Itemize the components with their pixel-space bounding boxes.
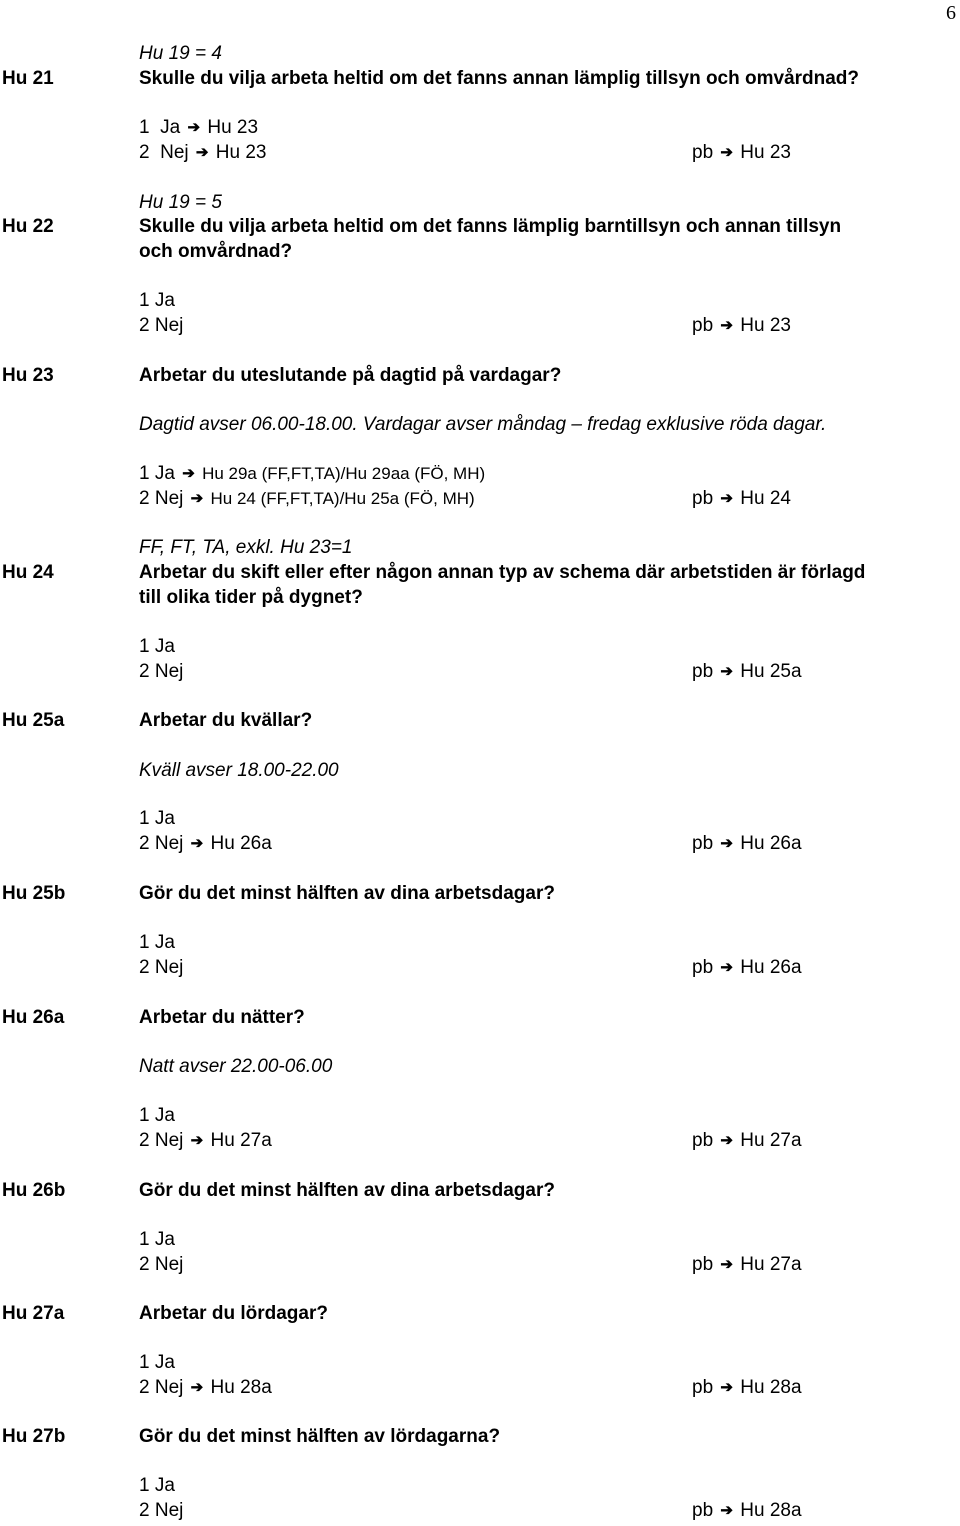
pb-target: Hu 26a — [740, 833, 802, 854]
hu23-code: Hu 23 — [2, 365, 54, 386]
arrow-right-icon: ➔ — [720, 959, 733, 976]
option-label: 1 Ja — [139, 117, 181, 138]
option-target: Hu 23 — [215, 142, 267, 163]
arrow-right-icon: ➔ — [190, 835, 204, 852]
option-label: 2 Nej — [139, 1130, 184, 1151]
hu26a-question: Arbetar du nätter? — [139, 1007, 305, 1028]
hu27a-option-2 — [139, 1376, 272, 1401]
option-target: Hu 26a — [210, 833, 272, 854]
option-target: Hu 28a — [210, 1377, 272, 1398]
hu23-option-2 — [139, 487, 475, 512]
hu27a-question: Arbetar du lördagar? — [139, 1303, 328, 1324]
hu25b-pb-route — [692, 956, 802, 981]
pb-target: Hu 23 — [740, 315, 791, 336]
hu25b-question: Gör du det minst hälften av dina arbetsdagar? — [139, 883, 555, 904]
hu27b-option-1: 1 Ja — [139, 1475, 175, 1496]
pb-target: Hu 27a — [740, 1254, 802, 1275]
hu26a-option-1: 1 Ja — [139, 1105, 175, 1126]
pb-target: Hu 28a — [740, 1500, 802, 1521]
option-label: 2 Nej — [139, 488, 184, 509]
arrow-right-icon: ➔ — [182, 465, 195, 482]
pb-label: pb — [692, 315, 714, 336]
hu25a-pb-route — [692, 832, 802, 857]
pb-label: pb — [692, 1254, 714, 1275]
arrow-right-icon: ➔ — [720, 1502, 733, 1519]
hu25a-note: Kväll avser 18.00-22.00 — [139, 760, 339, 781]
arrow-right-icon: ➔ — [720, 490, 733, 507]
hu26a-code: Hu 26a — [2, 1007, 65, 1028]
hu22-pb-route — [692, 314, 791, 339]
hu22-code: Hu 22 — [2, 216, 54, 237]
hu27b-question: Gör du det minst hälften av lördagarna? — [139, 1426, 501, 1447]
hu23-option-1 — [139, 462, 485, 487]
arrow-right-icon: ➔ — [720, 144, 733, 161]
hu24-condition: FF, FT, TA, exkl. Hu 23=1 — [139, 537, 353, 558]
hu21-option-1 — [139, 116, 258, 141]
arrow-right-icon: ➔ — [720, 1379, 733, 1396]
hu21-code: Hu 21 — [2, 68, 54, 89]
hu21-question: Skulle du vilja arbeta heltid om det fanns annan lämplig tillsyn och omvårdnad? — [139, 68, 860, 89]
option-target: Hu 29a (FF,FT,TA)/Hu 29aa (FÖ, MH) — [202, 464, 486, 483]
hu25b-option-1: 1 Ja — [139, 932, 175, 953]
hu24-pb-route — [692, 660, 802, 685]
pb-label: pb — [692, 661, 714, 682]
hu26b-pb-route — [692, 1253, 802, 1278]
hu26b-option-2: 2 Nej — [139, 1254, 184, 1275]
hu25b-code: Hu 25b — [2, 883, 66, 904]
pb-label: pb — [692, 1130, 714, 1151]
hu26b-question: Gör du det minst hälften av dina arbetsdagar? — [139, 1180, 555, 1201]
option-target: Hu 27a — [210, 1130, 272, 1151]
option-label: 2 Nej — [139, 142, 189, 163]
hu26b-code: Hu 26b — [2, 1180, 66, 1201]
hu22-question-line2: och omvårdnad? — [139, 241, 293, 262]
hu27b-pb-route — [692, 1499, 802, 1524]
option-target: Hu 23 — [207, 117, 259, 138]
hu25a-option-2 — [139, 832, 272, 857]
pb-target: Hu 24 — [740, 488, 791, 509]
hu22-condition: Hu 19 = 5 — [139, 192, 222, 213]
arrow-right-icon: ➔ — [720, 1256, 733, 1273]
pb-label: pb — [692, 1377, 714, 1398]
pb-label: pb — [692, 833, 714, 854]
pb-target: Hu 26a — [740, 957, 802, 978]
hu24-question-line1: Arbetar du skift eller efter någon annan typ av schema där arbetstiden är förlagd — [139, 562, 866, 583]
option-label: 2 Nej — [139, 1377, 184, 1398]
hu26a-pb-route — [692, 1129, 802, 1154]
hu21-condition: Hu 19 = 4 — [139, 43, 222, 64]
pb-target: Hu 23 — [740, 142, 791, 163]
pb-label: pb — [692, 1500, 714, 1521]
option-label: 1 Ja — [139, 463, 175, 484]
hu21-option-2 — [139, 141, 266, 166]
arrow-right-icon: ➔ — [720, 835, 733, 852]
option-label: 2 Nej — [139, 833, 184, 854]
hu27a-code: Hu 27a — [2, 1303, 65, 1324]
hu23-question: Arbetar du uteslutande på dagtid på vardagar? — [139, 365, 562, 386]
hu26b-option-1: 1 Ja — [139, 1229, 175, 1250]
hu23-note: Dagtid avser 06.00-18.00. Vardagar avser måndag – fredag exklusive röda dagar. — [139, 414, 827, 435]
pb-target: Hu 25a — [740, 661, 802, 682]
hu23-pb-route — [692, 487, 791, 512]
hu22-question-line1: Skulle du vilja arbeta heltid om det fanns lämplig barntillsyn och annan tillsyn — [139, 216, 842, 237]
arrow-right-icon: ➔ — [720, 317, 733, 334]
hu27a-pb-route — [692, 1376, 802, 1401]
option-target: Hu 24 (FF,FT,TA)/Hu 25a (FÖ, MH) — [210, 489, 475, 508]
arrow-right-icon: ➔ — [190, 1132, 204, 1149]
pb-label: pb — [692, 488, 714, 509]
pb-label: pb — [692, 142, 714, 163]
hu24-code: Hu 24 — [2, 562, 54, 583]
hu22-option-1: 1 Ja — [139, 290, 175, 311]
hu25b-option-2: 2 Nej — [139, 957, 184, 978]
pb-target: Hu 27a — [740, 1130, 802, 1151]
hu26a-option-2 — [139, 1129, 272, 1154]
hu25a-code: Hu 25a — [2, 710, 65, 731]
pb-label: pb — [692, 957, 714, 978]
hu27b-option-2: 2 Nej — [139, 1500, 184, 1521]
arrow-right-icon: ➔ — [187, 119, 201, 136]
hu24-question-line2: till olika tider på dygnet? — [139, 587, 363, 608]
hu22-option-2: 2 Nej — [139, 315, 184, 336]
hu27b-code: Hu 27b — [2, 1426, 66, 1447]
hu26a-note: Natt avser 22.00-06.00 — [139, 1056, 333, 1077]
hu25a-question: Arbetar du kvällar? — [139, 710, 313, 731]
arrow-right-icon: ➔ — [190, 490, 204, 507]
hu21-pb-route — [692, 141, 791, 166]
hu24-option-1: 1 Ja — [139, 636, 175, 657]
page-number: 6 — [946, 2, 956, 24]
hu25a-option-1: 1 Ja — [139, 808, 175, 829]
arrow-right-icon: ➔ — [190, 1379, 204, 1396]
arrow-right-icon: ➔ — [195, 144, 209, 161]
hu24-option-2: 2 Nej — [139, 661, 184, 682]
arrow-right-icon: ➔ — [720, 1132, 733, 1149]
arrow-right-icon: ➔ — [720, 663, 733, 680]
hu27a-option-1: 1 Ja — [139, 1352, 175, 1373]
pb-target: Hu 28a — [740, 1377, 802, 1398]
